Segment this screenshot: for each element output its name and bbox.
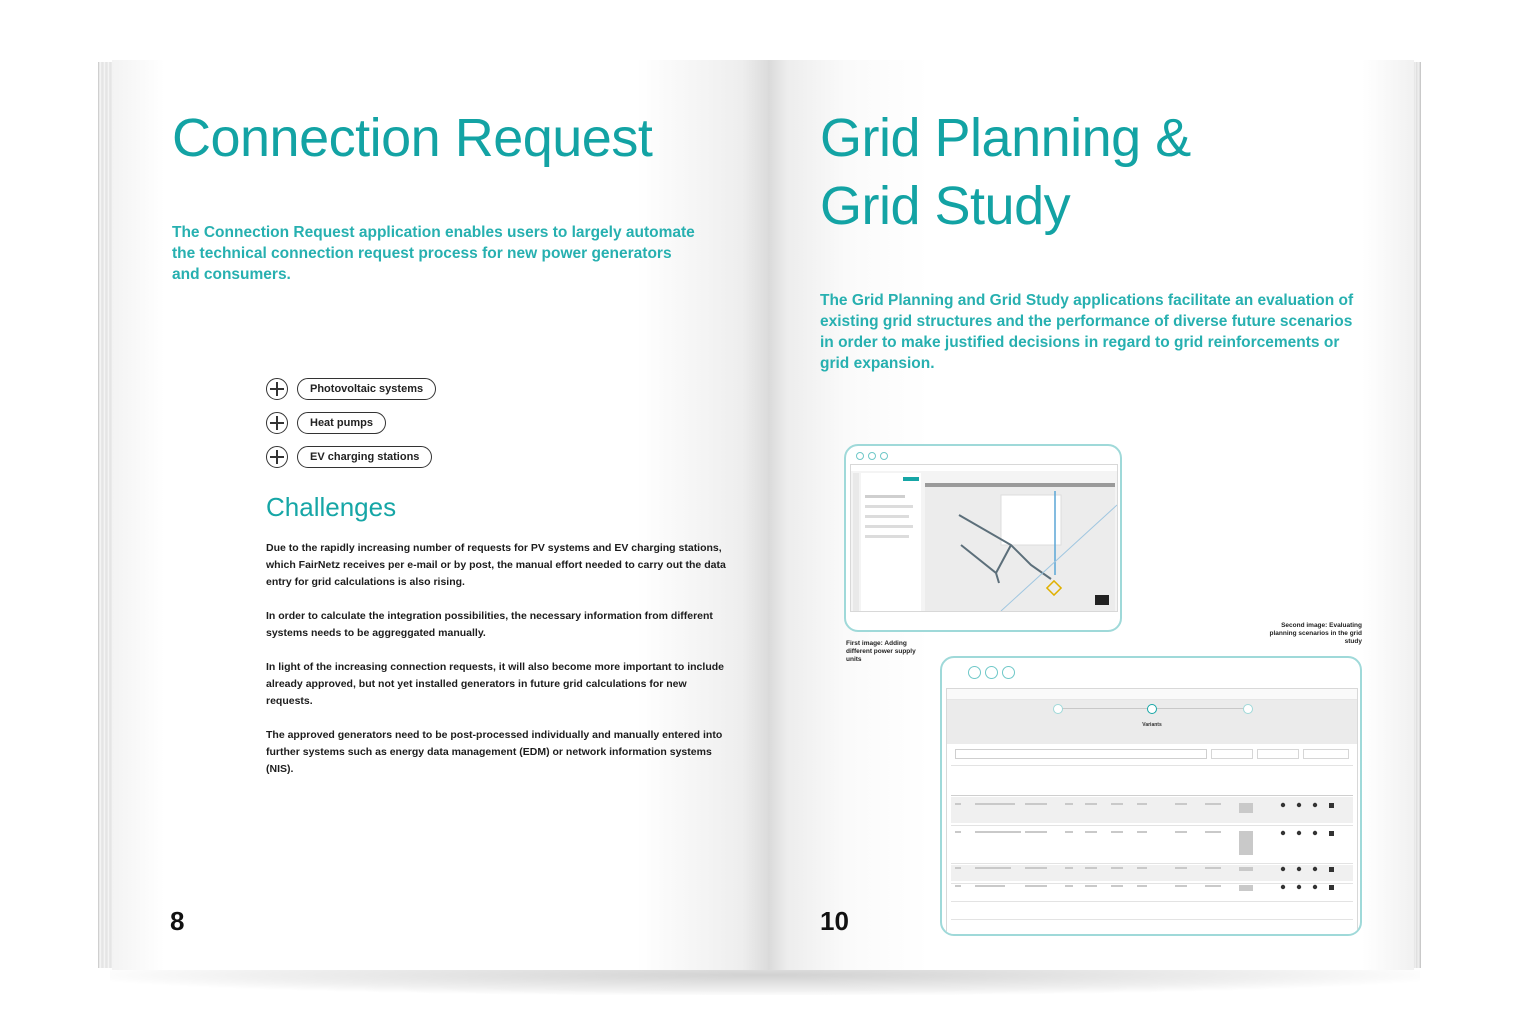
window-dot-icon	[985, 666, 998, 679]
grid-planning-lead: The Grid Planning and Grid Study applications facilitate an evaluation of existing grid structures and the performance of diverse future scenarios in order to make justified decisions in regard to grid reinforcements or grid expansion.	[820, 292, 1354, 372]
window-dots	[968, 666, 1015, 679]
first-image-caption: First image: Adding different power supply units	[846, 640, 916, 663]
tag-pill: EV charging stations	[297, 446, 432, 468]
plus-circle-icon	[266, 378, 288, 400]
plus-circle-icon	[266, 446, 288, 468]
plus-circle-icon	[266, 412, 288, 434]
window-dot-icon	[856, 452, 864, 460]
tag-pill: Photovoltaic systems	[297, 378, 436, 400]
paragraph: In order to calculate the integration possibilities, the necessary information from different systems needs to be aggreggated manually.	[266, 610, 713, 639]
tag-item	[266, 372, 436, 406]
challenges-heading: Challenges	[266, 492, 397, 522]
window-dot-icon	[880, 452, 888, 460]
tag-item	[266, 406, 436, 440]
paragraph: Due to the rapidly increasing number of requests for PV systems and EV charging stations, which FairNetz receives per e-mail or by post, the manual effort needed to carry out the data entry for grid calculations is also rising.	[266, 542, 726, 588]
right-page	[768, 60, 1414, 970]
app-toolbar	[947, 689, 1357, 700]
tag-list	[266, 372, 436, 474]
table-app-screenshot	[946, 688, 1358, 936]
page-number-left: 8	[170, 906, 185, 936]
connection-request-title: Connection Request	[172, 108, 653, 168]
paragraph: In light of the increasing connection requests, it will also become more important to include already approved, but not yet installed generators in future grid calculations for new requests.	[266, 661, 724, 707]
challenges-body	[266, 540, 726, 795]
paragraph: The approved generators need to be post-processed individually and manually entered into further systems such as energy data management (EDM) or network information systems (NIS).	[266, 729, 723, 775]
row-action-icons	[1277, 801, 1347, 921]
page-edges-left	[98, 62, 113, 968]
grid-planning-title-line1: Grid Planning &	[820, 108, 1191, 168]
page-number-right: 10	[820, 906, 849, 936]
map-app-screenshot	[850, 464, 1118, 612]
map-screenshot-frame	[844, 444, 1122, 632]
search-bar	[955, 749, 1207, 759]
window-dot-icon	[868, 452, 876, 460]
left-page	[112, 60, 768, 970]
window-dot-icon	[1002, 666, 1015, 679]
table-screenshot-frame	[940, 656, 1362, 936]
stepper-band	[947, 700, 1357, 744]
window-dots	[856, 452, 888, 460]
connection-request-lead: The Connection Request application enables users to largely automate the technical connection request process for new power generators and consumers.	[172, 224, 695, 283]
map-app-preview	[851, 465, 1117, 611]
window-dot-icon	[968, 666, 981, 679]
table-cells-preview	[955, 801, 1255, 921]
tag-item	[266, 440, 436, 474]
tag-pill: Heat pumps	[297, 412, 386, 434]
grid-planning-title-line2: Grid Study	[820, 176, 1071, 236]
second-image-caption: Second image: Evaluating planning scenarios in the grid study	[1269, 622, 1362, 645]
variants-heading: Variants	[1142, 722, 1162, 728]
